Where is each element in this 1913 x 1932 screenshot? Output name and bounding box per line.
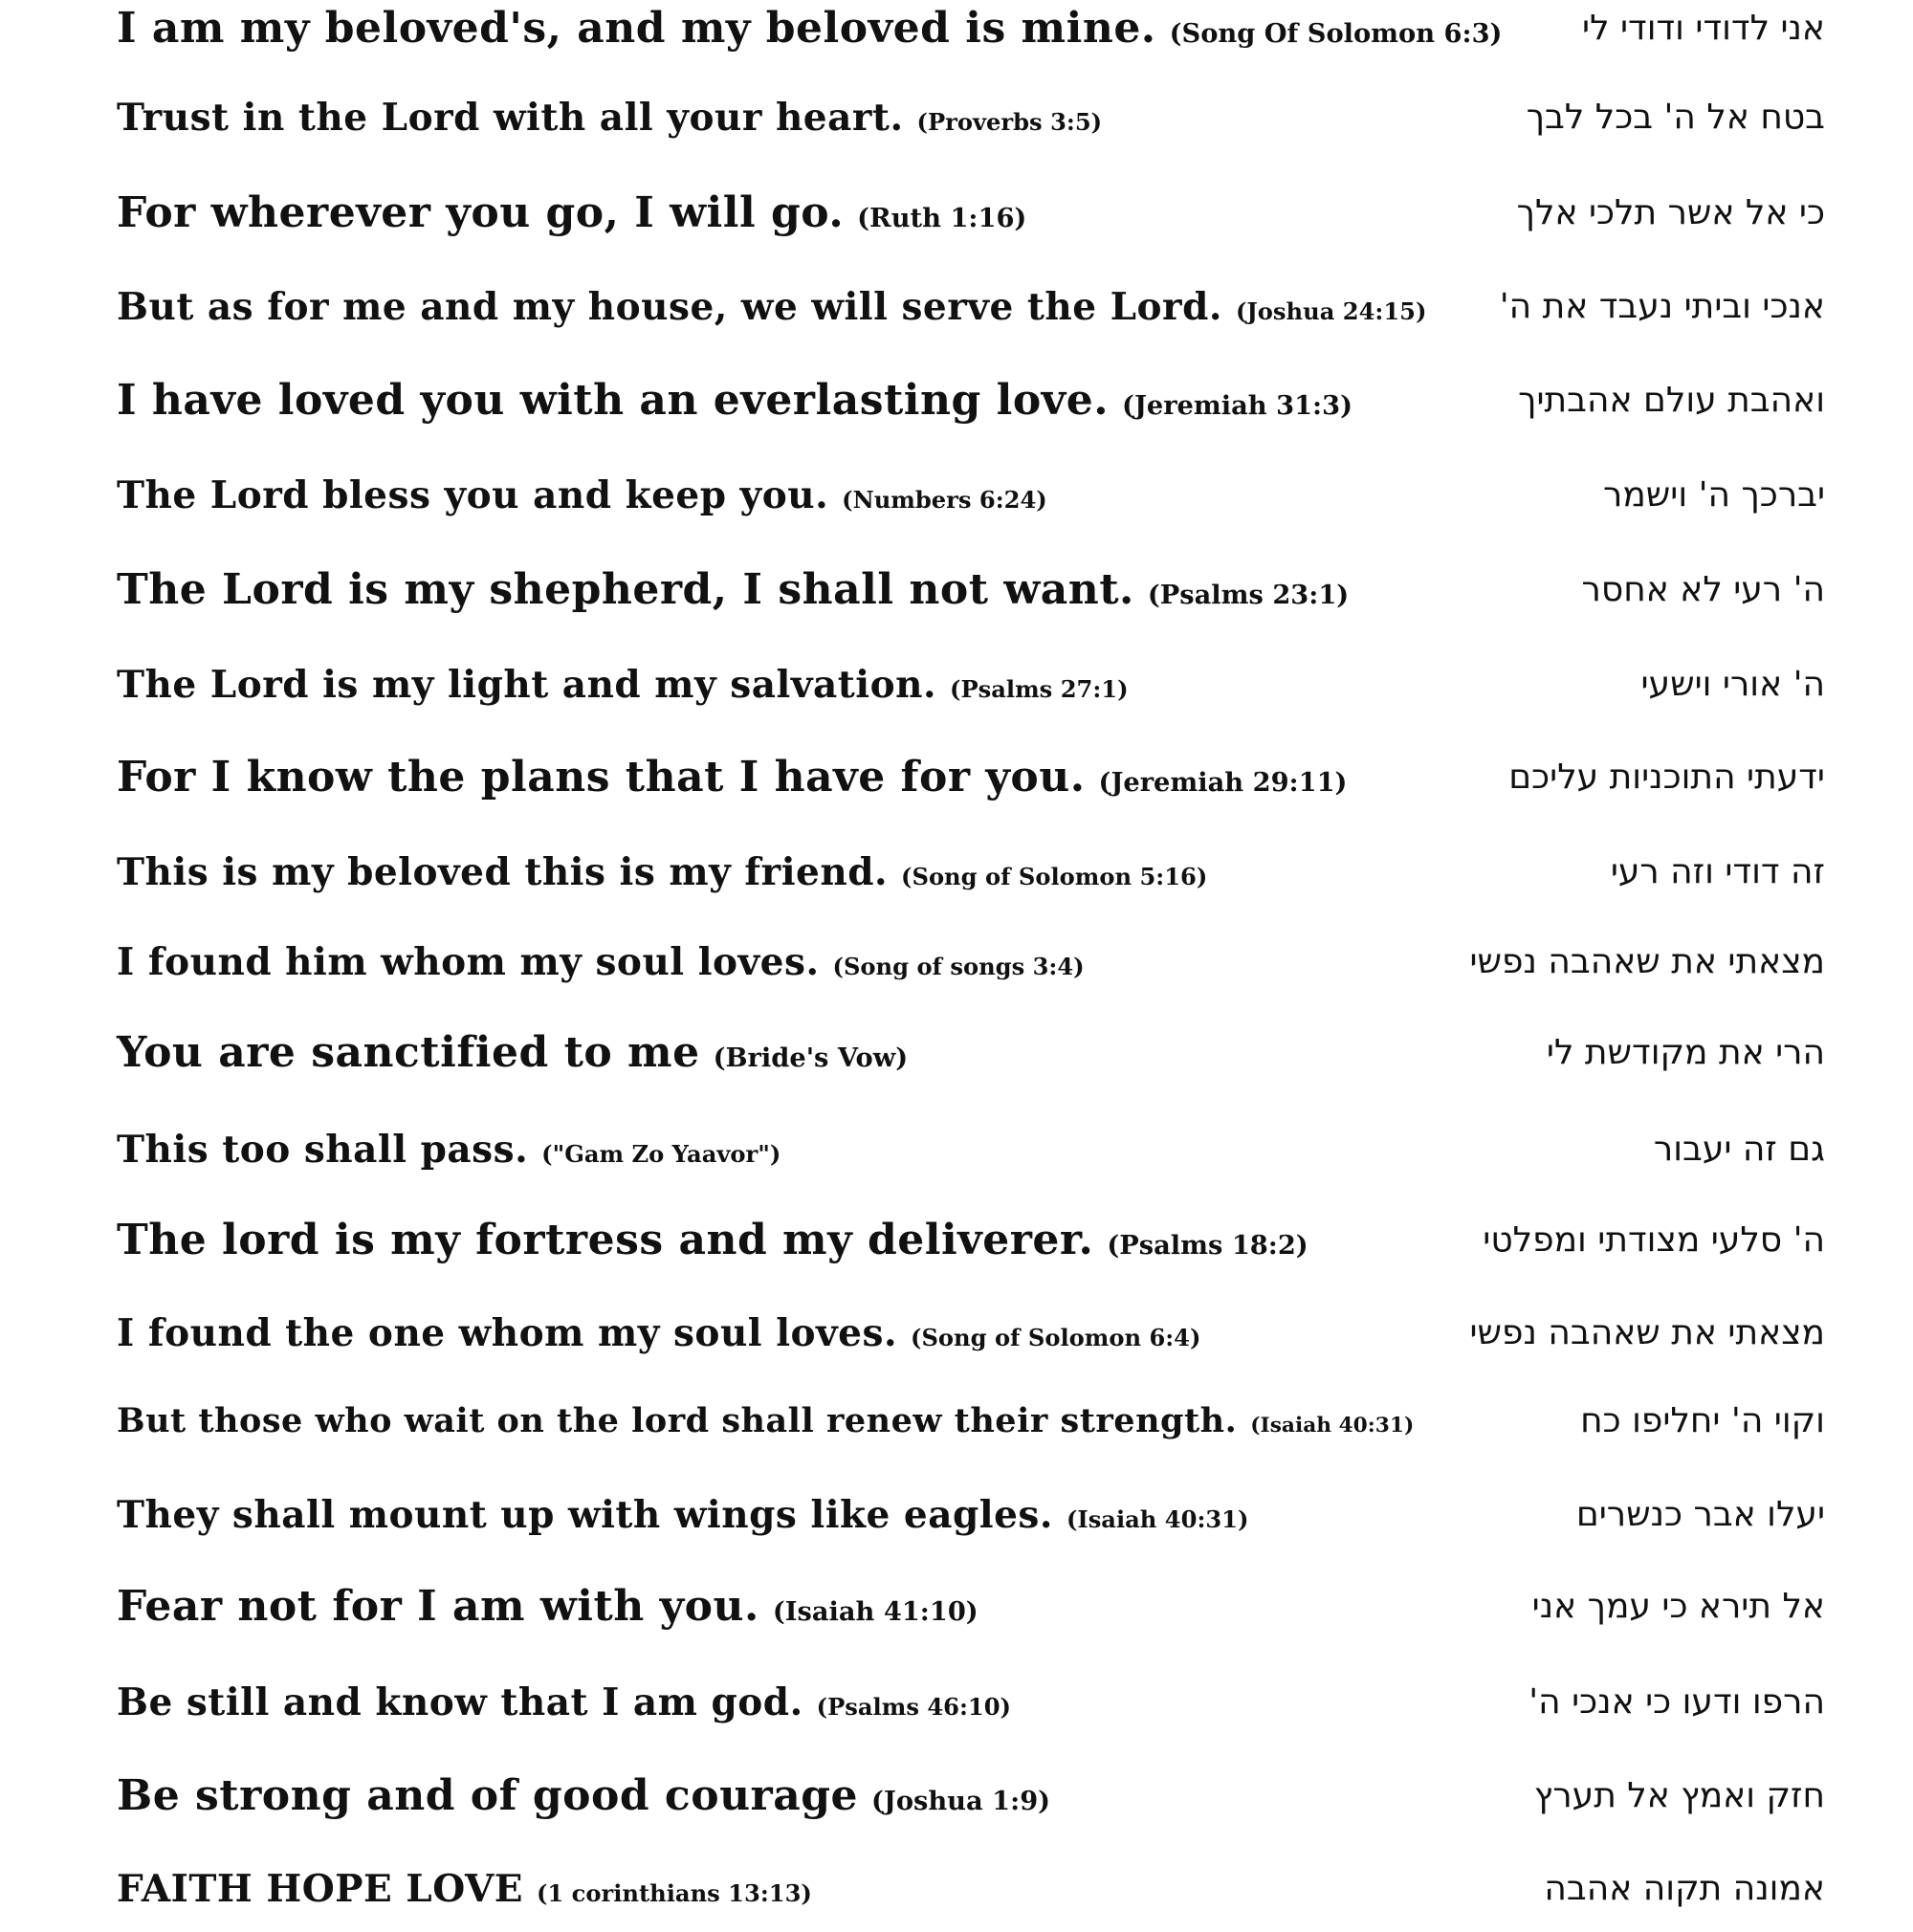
verse-reference: (Joshua 24:15): [1235, 297, 1427, 325]
hebrew-verse: חזק ואמץ אל תערץ: [1533, 1776, 1825, 1815]
english-line: [117, 79, 1102, 156]
english-line: [117, 1851, 812, 1927]
verse-reference: (Psalms 46:10): [816, 1693, 1011, 1721]
verse-row-4: [0, 269, 1913, 345]
verse-reference: (Ruth 1:16): [857, 203, 1027, 233]
verse-reference: (Isaiah 41:10): [772, 1596, 978, 1627]
english-line: [117, 1383, 1414, 1460]
hebrew-verse: בטח אל ה' בכל לבך: [1526, 98, 1825, 137]
verse-row-15: [0, 1295, 1913, 1372]
english-line: [117, 924, 1085, 1000]
hebrew-verse: ואהבת עולם אהבתיך: [1518, 381, 1825, 420]
hebrew-verse: וקוי ה' יחליפו כח: [1580, 1401, 1825, 1440]
english-verse: You are sanctified to me: [117, 1028, 700, 1077]
english-line: [117, 1295, 1200, 1372]
hebrew-verse: הרי את מקודשת לי: [1546, 1033, 1825, 1072]
english-verse: The lord is my fortress and my deliverer.: [117, 1216, 1094, 1264]
verse-row-12: [0, 1015, 1913, 1091]
verse-reference: (Song of songs 3:4): [832, 953, 1085, 980]
verse-reference: (Numbers 6:24): [842, 486, 1047, 514]
verse-reference: (1 corinthians 13:13): [537, 1879, 812, 1907]
english-verse: FAITH HOPE LOVE: [117, 1867, 523, 1911]
verse-row-16: [0, 1383, 1913, 1460]
verse-row-3: [0, 175, 1913, 252]
verse-reference: (Song of Solomon 5:16): [901, 863, 1208, 890]
verse-row-2: [0, 79, 1913, 156]
hebrew-verse: זה דודי וזה רעי: [1610, 852, 1825, 891]
verse-row-14: [0, 1202, 1913, 1279]
hebrew-verse: כי אל אשר תלכי אלך: [1516, 193, 1825, 232]
verse-row-7: [0, 552, 1913, 628]
hebrew-verse: ה' אורי וישעי: [1640, 665, 1825, 704]
verse-reference: (Psalms 27:1): [950, 675, 1129, 703]
verse-row-6: [0, 457, 1913, 534]
hebrew-verse: ה' רעי לא אחסר: [1581, 570, 1825, 609]
english-verse: The Lord is my shepherd, I shall not want.: [117, 565, 1134, 614]
verse-reference: (Bride's Vow): [713, 1043, 909, 1073]
hebrew-verse: מצאתי את שאהבה נפשי: [1469, 1313, 1825, 1352]
hebrew-verse: יברכך ה' וישמר: [1603, 475, 1825, 515]
english-line: [117, 175, 1026, 252]
hebrew-verse: ה' סלעי מצודתי ומפלטי: [1483, 1220, 1825, 1260]
english-verse: Fear not for I am with you.: [117, 1582, 759, 1631]
english-verse: But as for me and my house, we will serve the Lord.: [117, 285, 1222, 329]
english-line: [117, 739, 1347, 816]
verse-reference: (Jeremiah 31:3): [1122, 390, 1352, 421]
verse-reference: (Song Of Solomon 6:3): [1169, 18, 1503, 49]
english-line: [117, 362, 1352, 439]
english-verse: For wherever you go, I will go.: [117, 188, 845, 237]
english-line: [117, 457, 1047, 534]
verse-row-10: [0, 834, 1913, 911]
english-line: [117, 552, 1349, 628]
verse-reference: (Psalms 18:2): [1107, 1230, 1308, 1261]
verse-row-8: [0, 647, 1913, 723]
english-verse: I found him whom my soul loves.: [117, 940, 820, 984]
english-line: [117, 647, 1129, 723]
english-line: [117, 1015, 908, 1091]
verse-reference: ("Gam Zo Yaavor"): [541, 1140, 781, 1168]
english-verse: They shall mount up with wings like eagles.: [117, 1493, 1053, 1537]
verse-row-18: [0, 1569, 1913, 1645]
english-verse: I have loved you with an everlasting love.: [117, 376, 1110, 425]
english-line: [117, 269, 1426, 345]
hebrew-verse: הרפו ודעו כי אנכי ה': [1528, 1682, 1825, 1722]
hebrew-verse: אנכי וביתי נעבד את ה': [1499, 287, 1825, 326]
verse-row-20: [0, 1758, 1913, 1834]
verse-reference: (Isaiah 40:31): [1066, 1505, 1249, 1533]
english-line: [117, 1477, 1248, 1553]
hebrew-verse: יעלו אבר כנשרים: [1575, 1495, 1825, 1534]
english-line: [117, 1569, 978, 1645]
verse-row-19: [0, 1664, 1913, 1741]
english-verse: This is my beloved this is my friend.: [117, 850, 889, 894]
hebrew-verse: אמונה תקוה אהבה: [1544, 1869, 1825, 1908]
verse-row-13: [0, 1111, 1913, 1188]
verse-row-11: [0, 924, 1913, 1000]
hebrew-verse: ידעתי התוכניות עליכם: [1508, 757, 1825, 797]
english-verse: For I know the plans that I have for you.: [117, 753, 1086, 801]
verse-row-5: [0, 362, 1913, 439]
verse-row-1: [0, 0, 1913, 67]
verse-row-9: [0, 739, 1913, 816]
english-verse: The Lord is my light and my salvation.: [117, 663, 937, 707]
english-verse: Trust in the Lord with all your heart.: [117, 96, 904, 140]
verse-reference: (Isaiah 40:31): [1250, 1414, 1415, 1438]
english-verse: Be strong and of good courage: [117, 1771, 859, 1820]
hebrew-verse: אני לדודי ודודי לי: [1582, 9, 1825, 48]
english-verse: I am my beloved's, and my beloved is mine.: [117, 4, 1156, 53]
english-line: [117, 0, 1502, 67]
english-line: [117, 1202, 1308, 1279]
verse-reference: (Jeremiah 29:11): [1098, 767, 1348, 798]
hebrew-verse: אל תירא כי עמך אני: [1531, 1587, 1825, 1626]
english-line: [117, 834, 1207, 911]
hebrew-verse: מצאתי את שאהבה נפשי: [1469, 942, 1825, 981]
english-verse: The Lord bless you and keep you.: [117, 473, 829, 517]
english-verse: I found the one whom my soul loves.: [117, 1311, 898, 1355]
english-verse: This too shall pass.: [117, 1128, 529, 1172]
verse-reference: (Joshua 1:9): [871, 1786, 1051, 1816]
english-verse: Be still and know that I am god.: [117, 1680, 803, 1724]
english-line: [117, 1111, 781, 1188]
verse-reference: (Song of Solomon 6:4): [911, 1324, 1201, 1351]
verse-row-21: [0, 1851, 1913, 1927]
verse-reference: (Proverbs 3:5): [916, 108, 1103, 136]
hebrew-verse: גם זה יעבור: [1653, 1130, 1825, 1169]
verse-row-17: [0, 1477, 1913, 1553]
english-line: [117, 1758, 1050, 1834]
verse-reference: (Psalms 23:1): [1147, 580, 1350, 610]
english-verse: But those who wait on the lord shall renew their strength.: [117, 1401, 1238, 1440]
english-line: [117, 1664, 1011, 1741]
